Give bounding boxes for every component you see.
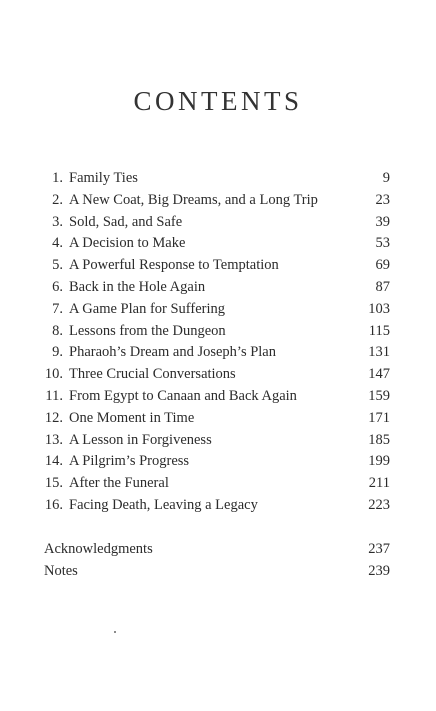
- toc-entry: [40, 190, 390, 212]
- chapter-number: 9.: [52, 344, 63, 361]
- chapter-title: A Lesson in Forgiveness: [69, 431, 212, 448]
- chapter-number: 5.: [52, 257, 63, 274]
- chapter-number: 12.: [44, 409, 63, 426]
- chapter-number: 8.: [52, 322, 63, 339]
- page-number: 199: [368, 453, 390, 470]
- page-number: 115: [368, 322, 390, 339]
- page-number: 185: [368, 431, 390, 448]
- page-number: 237: [368, 541, 390, 557]
- chapter-number: 1.: [52, 170, 63, 186]
- page-number: 159: [368, 387, 390, 404]
- chapter-title: From Egypt to Canaan and Back Again: [69, 387, 297, 404]
- back-matter-list: [44, 539, 390, 583]
- page-number: 53: [375, 235, 390, 252]
- chapter-title: A Game Plan for Suffering: [69, 300, 225, 317]
- toc-entry: [40, 212, 390, 234]
- chapter-title: Facing Death, Leaving a Legacy: [69, 496, 258, 513]
- toc-entry: [40, 364, 390, 386]
- chapter-title: A Decision to Make: [69, 235, 186, 252]
- chapter-title: After the Funeral: [69, 475, 169, 492]
- chapter-number: 7.: [52, 300, 63, 317]
- chapter-title: One Moment in Time: [69, 409, 195, 426]
- page-number: 69: [375, 257, 390, 274]
- page-number: 147: [368, 366, 390, 383]
- page-number: 23: [375, 191, 390, 208]
- chapter-number: 10.: [44, 366, 63, 383]
- chapter-title: Three Crucial Conversations: [69, 366, 236, 383]
- chapter-list: [40, 168, 390, 517]
- chapter-title: Back in the Hole Again: [69, 278, 206, 295]
- toc-entry: [40, 277, 390, 299]
- chapter-title: A New Coat, Big Dreams, and a Long Trip: [69, 191, 318, 208]
- back-matter-title: Acknowledgments: [44, 541, 153, 557]
- page-number: 39: [375, 213, 390, 230]
- chapter-number: 16.: [44, 496, 63, 513]
- chapter-title: Family Ties: [69, 170, 138, 186]
- page-number: 171: [368, 409, 390, 426]
- toc-entry: [40, 321, 390, 343]
- toc-entry: [44, 561, 390, 583]
- ink-speck: [114, 631, 116, 633]
- toc-entry: [40, 473, 390, 495]
- page-number: 131: [368, 344, 390, 361]
- chapter-title: A Pilgrim’s Progress: [69, 453, 190, 470]
- back-matter-title: Notes: [44, 562, 78, 579]
- toc-entry: [40, 495, 390, 517]
- page-number: 211: [368, 475, 390, 492]
- chapter-number: 13.: [44, 431, 63, 448]
- chapter-number: 6.: [52, 278, 63, 295]
- page-number: 103: [368, 300, 390, 317]
- page-title: CONTENTS: [133, 86, 303, 116]
- toc-entry: [40, 386, 390, 408]
- chapter-title: Lessons from the Dungeon: [69, 322, 226, 339]
- chapter-title: Sold, Sad, and Safe: [69, 213, 183, 230]
- toc-entry: [40, 255, 390, 277]
- toc-entry: [40, 430, 390, 452]
- page-number: 239: [368, 562, 390, 579]
- toc-entry: [44, 539, 390, 561]
- chapter-number: 2.: [52, 191, 63, 208]
- chapter-number: 4.: [52, 235, 63, 252]
- chapter-number: 3.: [52, 213, 63, 230]
- toc-entry: [40, 342, 390, 364]
- page-number: 223: [368, 496, 390, 513]
- chapter-number: 14.: [44, 453, 63, 470]
- chapter-number: 15.: [44, 475, 63, 492]
- toc-entry: [40, 299, 390, 321]
- chapter-title: A Powerful Response to Temptation: [69, 257, 279, 274]
- chapter-number: 11.: [45, 387, 63, 404]
- page-number: 87: [375, 278, 390, 295]
- toc-entry: [40, 233, 390, 255]
- toc-entry: [40, 168, 390, 190]
- toc-entry: [40, 451, 390, 473]
- chapter-title: Pharaoh’s Dream and Joseph’s Plan: [69, 344, 276, 361]
- page-number: 9: [382, 170, 390, 186]
- toc-entry: [40, 408, 390, 430]
